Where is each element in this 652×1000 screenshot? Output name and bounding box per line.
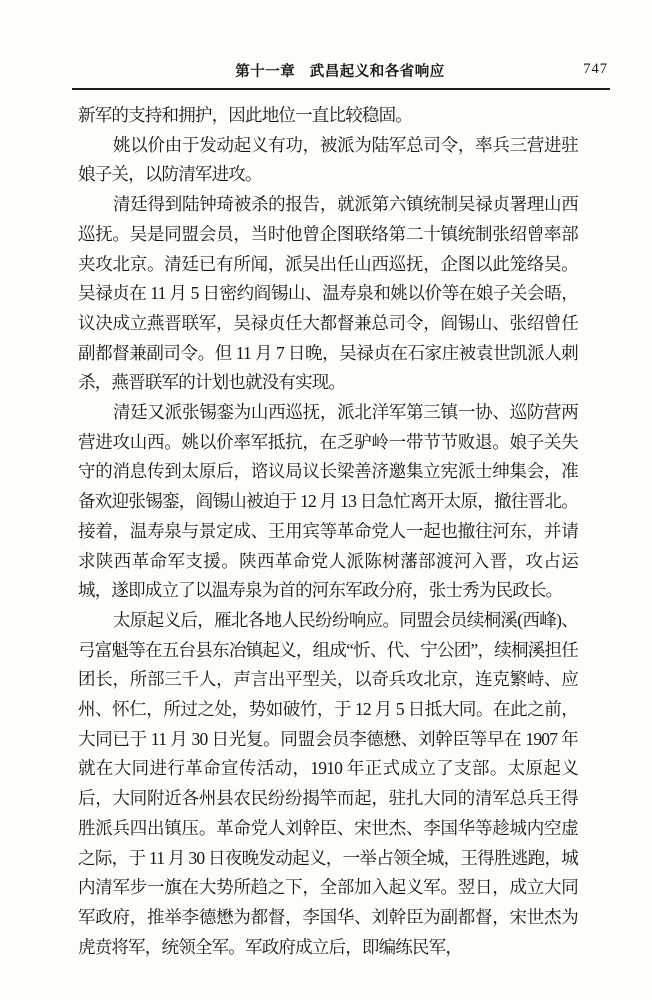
page-number: 747 (583, 61, 608, 77)
paragraph: 姚以价由于发动起义有功，被派为陆军总司令，率兵三营进驻娘子关，以防清军进攻。 (78, 134, 578, 185)
paragraph: 清廷又派张锡銮为山西巡抚，派北洋军第三镇一协、巡防营两营进攻山西。姚以价率军抵抗，在乏驴岭一带节节败退。娘子关失守的消息传到太原后，谘议局议长梁善济邀集立宪派士绅集会，准备欢迎张锡銮，阎锡山被迫于 12 月 13 日急忙离开太原，撤往晋北。接着，温寿泉与景定成、王用宾等革命党人一起也撤往河东，并请求陕西革命军支援。陕西革命党人派陈树藩部渡河入晋，攻占运城，遂即成立了以温寿泉为首的河东军政分府，张士秀为民政长。 (78, 402, 578, 601)
paragraph-continuation: 新军的支持和拥护，因此地位一直比较稳固。 (78, 105, 412, 125)
paragraph: 清廷得到陆钟琦被杀的报告，就派第六镇统制吴禄贞署理山西巡抚。吴是同盟会员，当时他曾企图联络第二十镇统制张绍曾率部夹攻北京。清廷已有所闻，派吴出任山西巡抚，企图以此笼络吴。吴禄贞在 11 月 5 日密约阎锡山、温寿泉和姚以价等在娘子关会晤，议决成立燕晋联军，吴禄贞任大都督兼总司令，阎锡山、张绍曾任副都督兼副司令。但 11 月 7 日晚，吴禄贞在石家庄被袁世凯派人刺杀，燕晋联军的计划也就没有实现。 (78, 194, 578, 393)
body-text (78, 101, 578, 962)
chapter-number: 第十一章 (235, 64, 296, 80)
chapter-title: 武昌起义和各省响应 (309, 64, 445, 80)
page-header (72, 60, 608, 82)
chapter-heading (72, 60, 608, 81)
header-divider (72, 88, 610, 90)
paragraph: 太原起义后，雁北各地人民纷纷响应。同盟会员续桐溪(西峰)、弓富魁等在五台县东冶镇起义，组成“忻、代、宁公团”，续桐溪担任团长，所部三千人，声言出平型关，以奇兵攻北京，连克繁峙、应州、怀仁，所过之处，势如破竹，于 12 月 5 日抵大同。在此之前，大同已于 11 月 30 日光复。同盟会员李德懋、刘幹臣等早在 1907 年就在大同进行革命宣传活动，1910 年正式成立了支部。太原起义后，大同附近各州县农民纷纷揭竿而起，驻扎大同的清军总兵王得胜派兵四出镇压。革命党人刘幹臣、宋世杰、李国华等趁城内空虚之际，于 11 月 30 日夜晚发动起义，一举占领全城，王得胜逃跑，城内清军步一旗在大势所趋之下，全部加入起义军。翌日，成立大同军政府，推举李德懋为都督，李国华、刘幹臣为副都督，宋世杰为虎贲将军，统领全军。军政府成立后，即编练民军， (78, 609, 578, 957)
